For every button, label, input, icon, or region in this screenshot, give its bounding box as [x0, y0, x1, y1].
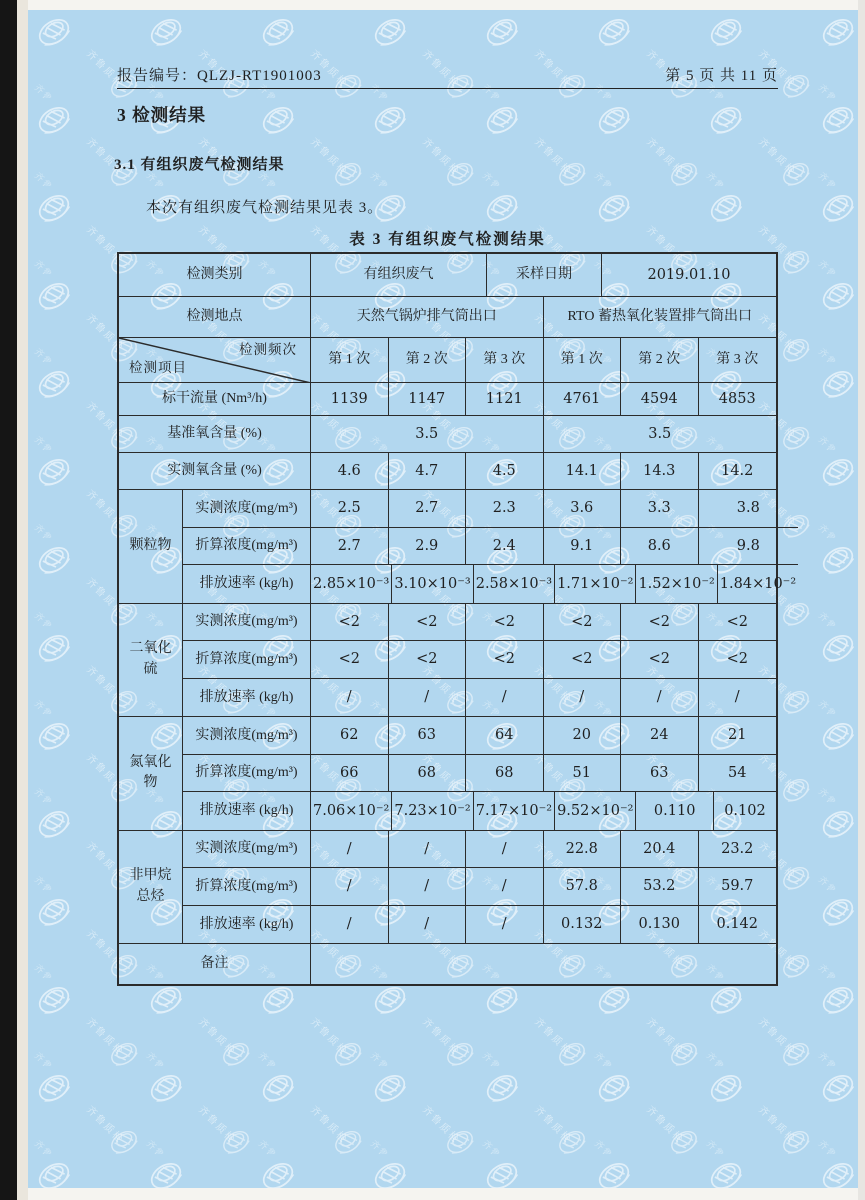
cell-metric-label: 实测浓度(mg/m³)	[183, 831, 311, 868]
value-cell: /	[311, 868, 389, 905]
group-label-cell: 氮氧化物	[119, 717, 183, 830]
value-cell: 2.7	[311, 528, 389, 565]
value-cell: 66	[311, 755, 389, 792]
value-cell: <2	[389, 604, 467, 641]
value-cell: 0.132	[544, 906, 622, 944]
value-cell: 68	[466, 755, 544, 792]
value-cell: 3.3	[621, 490, 699, 527]
table-row	[119, 338, 776, 383]
value-cell: <2	[621, 641, 699, 678]
value-cell: 64	[466, 717, 544, 754]
subsection-title: 3.1 有组织废气检测结果	[114, 157, 285, 173]
cell-category-label: 检测类别	[119, 254, 311, 296]
cell-parameter-label: 标干流量 (Nm³/h)	[119, 383, 311, 415]
value-cell: 51	[544, 755, 622, 792]
cell-metric-label: 排放速率 (kg/h)	[183, 792, 311, 830]
value-cell: /	[389, 679, 467, 717]
cell-frequency-header: 第 2 次	[389, 338, 467, 382]
cell-location-rto: RTO 蓄热氧化装置排气筒出口	[567, 309, 752, 325]
group-rows	[183, 831, 776, 944]
value-cell: /	[544, 679, 622, 717]
section-title: 3 检测结果	[117, 105, 207, 125]
table-row	[183, 831, 776, 869]
value-cell: 0.102	[724, 802, 766, 819]
table-row	[183, 641, 776, 679]
value-cell: <2	[544, 641, 622, 678]
value-cell: /	[311, 906, 389, 944]
value-cell: /	[311, 831, 389, 868]
value-cell: 1.71×10⁻²	[555, 565, 636, 603]
value-cell: 2.7	[389, 490, 467, 527]
page-indicator: 第 5 页 共 11 页	[665, 68, 778, 84]
value-cell: 3.5	[311, 416, 544, 452]
value-cell: 68	[389, 755, 467, 792]
value-cell: 9.8	[736, 537, 760, 554]
table-row	[183, 792, 776, 830]
cell-location-label: 检测地点	[119, 297, 311, 337]
value-cell: 53.2	[621, 868, 699, 905]
table-row	[183, 565, 798, 603]
value-cell: 23.2	[721, 840, 754, 857]
cell-metric-label: 折算浓度(mg/m³)	[183, 755, 311, 792]
group-rows	[183, 717, 776, 830]
value-cell: 20.4	[621, 831, 699, 868]
value-cell: 2.3	[466, 490, 544, 527]
value-cell: <2	[621, 604, 699, 641]
value-cell: 9.1	[544, 528, 622, 565]
cell-metric-label: 折算浓度(mg/m³)	[183, 868, 311, 905]
cell-metric-label: 排放速率 (kg/h)	[183, 565, 311, 603]
value-cell: /	[466, 831, 544, 868]
table-row	[119, 944, 776, 984]
cell-metric-label: 排放速率 (kg/h)	[183, 906, 311, 944]
cell-date-label: 采样日期	[487, 254, 602, 296]
value-cell: 63	[389, 717, 467, 754]
value-cell: 1.84×10⁻²	[719, 575, 797, 592]
table-row	[183, 717, 776, 755]
cell-category-value: 有组织废气	[311, 254, 487, 296]
cell-remark-label: 备注	[119, 944, 311, 984]
value-cell: 63	[621, 755, 699, 792]
value-cell: 59.7	[721, 878, 754, 895]
document-header	[117, 58, 778, 89]
value-cell: 14.3	[621, 453, 699, 489]
value-cell: /	[621, 679, 699, 717]
value-cell: 1.52×10⁻²	[636, 565, 717, 603]
value-cell: /	[466, 679, 544, 717]
value-cell: 4761	[544, 383, 622, 415]
table-title: 表 3 有组织废气检测结果	[349, 231, 546, 248]
value-cell: <2	[544, 604, 622, 641]
table-row	[183, 906, 776, 944]
cell-parameter-label: 基准氧含量 (%)	[119, 416, 311, 452]
value-cell: 0.142	[716, 916, 758, 933]
table-row	[119, 383, 776, 416]
cell-frequency-header: 第 1 次	[544, 338, 622, 382]
table-row	[119, 453, 776, 490]
value-cell: /	[389, 868, 467, 905]
value-cell: 3.6	[544, 490, 622, 527]
cell-parameter-label: 实测氧含量 (%)	[119, 453, 311, 489]
cell-metric-label: 排放速率 (kg/h)	[183, 679, 311, 717]
value-cell: 0.130	[621, 906, 699, 944]
scan-edge-cream	[17, 0, 28, 1200]
value-cell: <2	[389, 641, 467, 678]
value-cell: 4.5	[466, 453, 544, 489]
cell-frequency-header: 第 2 次	[621, 338, 699, 382]
value-cell: 2.85×10⁻³	[311, 565, 392, 603]
value-cell: /	[734, 689, 740, 706]
value-cell: 21	[728, 727, 747, 744]
value-cell: 0.110	[636, 792, 714, 830]
cell-metric-label: 实测浓度(mg/m³)	[183, 490, 311, 527]
cell-frequency-header: 第 3 次	[466, 338, 544, 382]
value-cell: /	[389, 906, 467, 944]
pollutant-group	[119, 604, 776, 718]
value-cell: <2	[311, 604, 389, 641]
group-rows	[183, 604, 776, 717]
value-cell: 3.8	[736, 500, 760, 517]
value-cell: /	[389, 831, 467, 868]
value-cell: 4.7	[389, 453, 467, 489]
cell-date-value: 2019.01.10	[647, 266, 731, 283]
value-cell: 62	[311, 717, 389, 754]
pollutant-group	[119, 490, 797, 604]
value-cell: 22.8	[544, 831, 622, 868]
value-cell: <2	[726, 651, 748, 668]
cell-metric-label: 折算浓度(mg/m³)	[183, 641, 311, 678]
value-cell: 7.17×10⁻²	[474, 792, 555, 830]
scan-edge-left	[0, 0, 17, 1200]
diagonal-label-item: 检测项目	[129, 360, 187, 376]
value-cell: /	[466, 868, 544, 905]
value-cell: 7.06×10⁻²	[311, 792, 392, 830]
value-cell: 14.2	[721, 462, 754, 479]
group-rows	[183, 490, 798, 603]
value-cell: /	[311, 679, 389, 717]
table-row	[183, 679, 776, 717]
value-cell: 24	[621, 717, 699, 754]
paper	[28, 10, 858, 1188]
pollutant-group	[119, 831, 776, 945]
value-cell: 3.5	[648, 425, 672, 442]
group-label-cell: 非甲烷总烃	[119, 831, 183, 944]
table-row	[119, 254, 776, 297]
cell-location-boiler: 天然气锅炉排气筒出口	[311, 297, 544, 337]
table-row	[183, 490, 798, 528]
value-cell: 2.4	[466, 528, 544, 565]
cell-frequency-header: 第 1 次	[311, 338, 389, 382]
value-cell: 57.8	[544, 868, 622, 905]
value-cell: 7.23×10⁻²	[392, 792, 473, 830]
value-cell: <2	[466, 641, 544, 678]
value-cell: /	[466, 906, 544, 944]
report-number: 报告编号：QLZJ-RT1901003	[117, 68, 322, 84]
value-cell: 4.6	[311, 453, 389, 489]
cell-metric-label: 实测浓度(mg/m³)	[183, 604, 311, 641]
value-cell: 8.6	[621, 528, 699, 565]
table-row	[183, 755, 776, 793]
value-cell: 1139	[311, 383, 389, 415]
value-cell: <2	[466, 604, 544, 641]
value-cell: 1147	[389, 383, 467, 415]
value-cell: 4853	[718, 390, 756, 407]
group-label-cell: 二氧化硫	[119, 604, 183, 717]
diagonal-header-cell	[119, 338, 311, 382]
results-table	[117, 252, 797, 986]
value-cell: <2	[311, 641, 389, 678]
table-row	[119, 297, 776, 338]
table-row	[183, 528, 798, 566]
diagonal-label-frequency: 检测频次	[239, 342, 297, 357]
table-row	[119, 416, 776, 453]
value-cell: 14.1	[544, 453, 622, 489]
cell-frequency-header: 第 3 次	[716, 352, 759, 368]
scan-edge-right	[858, 0, 865, 1200]
group-label-cell: 颗粒物	[119, 490, 183, 603]
value-cell: 2.5	[311, 490, 389, 527]
value-cell: 54	[728, 764, 747, 781]
value-cell: 3.10×10⁻³	[392, 565, 473, 603]
pollutant-group	[119, 717, 776, 831]
cell-metric-label: 折算浓度(mg/m³)	[183, 528, 311, 565]
value-cell: 20	[544, 717, 622, 754]
value-cell: <2	[726, 613, 748, 630]
page-content	[28, 10, 858, 1188]
table-row	[183, 604, 776, 642]
cell-metric-label: 实测浓度(mg/m³)	[183, 717, 311, 754]
intro-paragraph: 本次有组织废气检测结果见表 3。	[146, 200, 384, 216]
value-cell: 1121	[466, 383, 544, 415]
cell-remark-value	[311, 944, 776, 984]
table-row	[183, 868, 776, 906]
value-cell: 4594	[621, 383, 699, 415]
value-cell: 2.58×10⁻³	[474, 565, 555, 603]
value-cell: 9.52×10⁻²	[555, 792, 636, 830]
value-cell: 2.9	[389, 528, 467, 565]
